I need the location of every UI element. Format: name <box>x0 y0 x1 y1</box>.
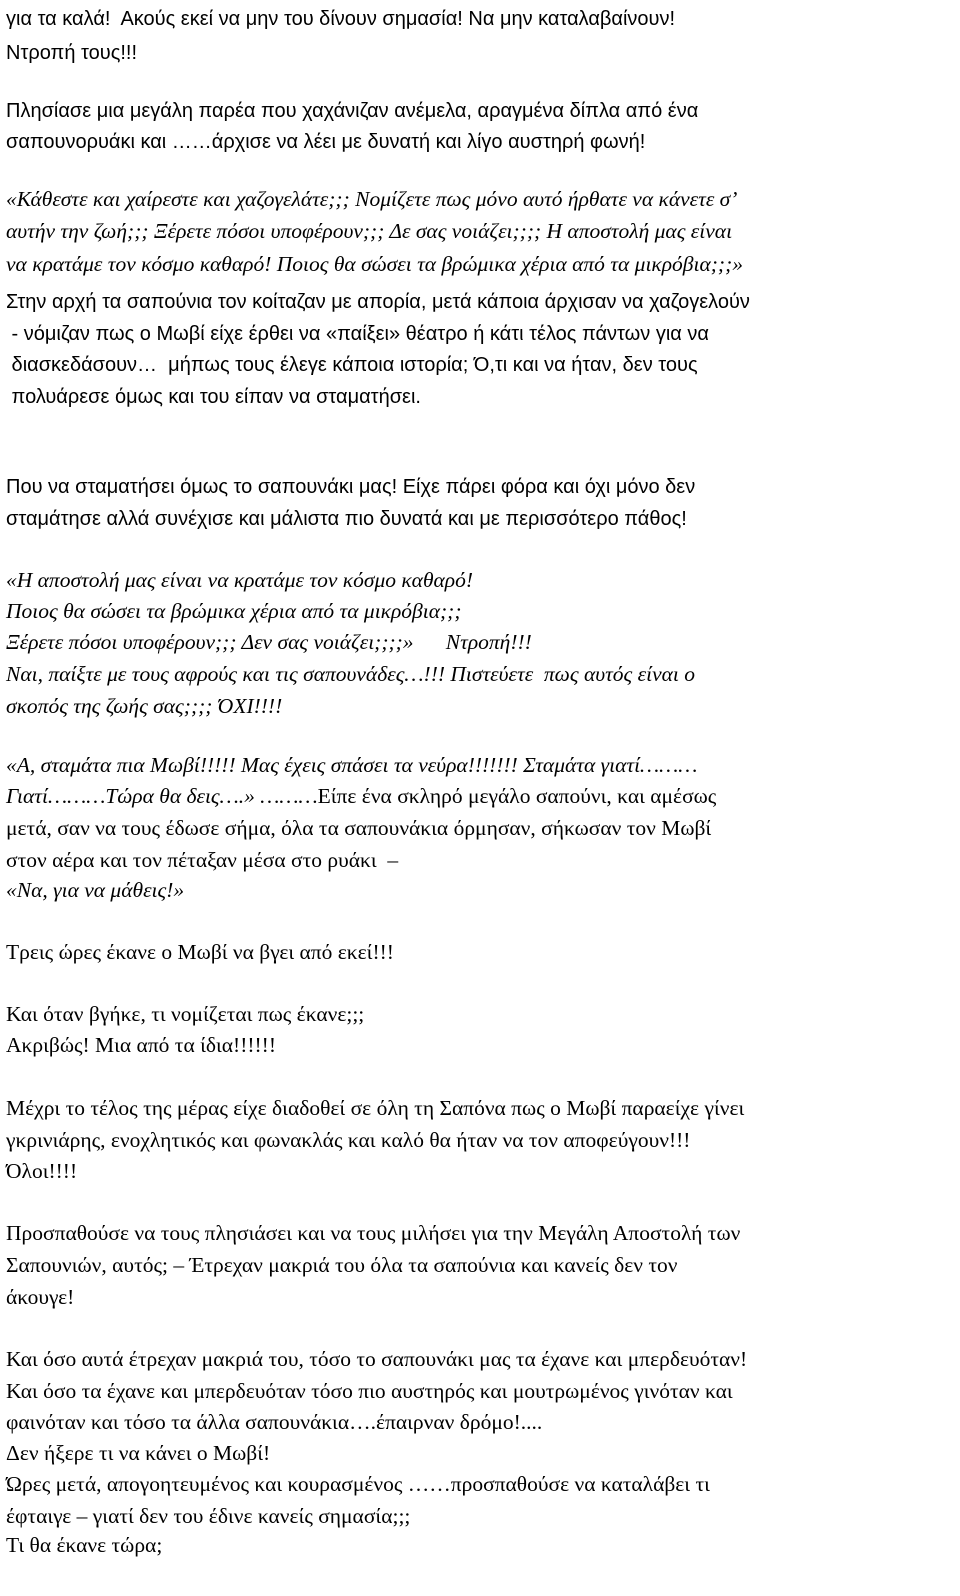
text-line <box>6 692 282 720</box>
text-segment: Προσπαθούσε να τους πλησιάσει και να τους μιλήσει για την Μεγάλη Αποστολή των <box>6 1221 741 1245</box>
text-segment: Και όσο τα έχανε και μπερδευόταν τόσο πιο αυστηρός και μουτρωμένος γινόταν και <box>6 1379 733 1403</box>
text-line <box>6 846 398 874</box>
text-segment: στον αέρα και τον πέταξαν μέσα στο ρυάκι – <box>6 848 399 872</box>
text-line <box>6 1531 162 1559</box>
text-line <box>6 504 687 533</box>
text-line <box>6 127 645 156</box>
text-line <box>6 1031 276 1059</box>
text-segment: - νόμιζαν πως ο Μωβί είχε έρθει να «παίξει» θέατρο ή κάτι τέλος πάντων για να <box>6 323 709 345</box>
text-line <box>6 287 750 316</box>
text-segment: Μέχρι το τέλος της μέρας είχε διαδοθεί σε όλη τη Σαπόνα πως ο Μωβί παραείχε γίνει <box>6 1096 745 1120</box>
text-segment: φαινόταν και τόσο τα άλλα σαπουνάκια….έπαιρναν δρόμο!.... <box>6 1410 543 1434</box>
text-segment: Τι θα έκανε τώρα; <box>6 1533 163 1557</box>
text-line <box>6 660 695 688</box>
text-line <box>6 1439 270 1467</box>
text-segment: Ποιος θα σώσει τα βρώμικα χέρια από τα μικρόβια;;; <box>6 599 462 623</box>
text-segment: σαπουνορυάκι και ……άρχισε να λέει με δυνατή και λίγο αυστηρή φωνή! <box>6 131 646 153</box>
text-line <box>6 1470 710 1498</box>
text-line <box>6 1126 690 1154</box>
text-line <box>6 1377 733 1405</box>
text-segment: Ώρες μετά, απογοητευμένος και κουρασμένος ……προσπαθούσε να καταλάβει τι <box>6 1472 710 1496</box>
text-line <box>6 1345 747 1373</box>
text-segment: «Α, σταμάτα πια Μωβί!!!!! Μας έχεις σπάσει τα νεύρα!!!!!!! Σταμάτα γιατί……… <box>6 753 698 777</box>
text-segment: σταμάτησε αλλά συνέχισε και μάλιστα πιο δυνατά και με περισσότερο πάθος! <box>6 508 687 530</box>
text-line <box>6 4 675 33</box>
text-segment: πολυάρεσε όμως και του είπαν να σταματήσει. <box>6 386 421 408</box>
text-line <box>6 1000 364 1028</box>
text-segment: «Η αποστολή μας είναι να κρατάμε τον κόσμο καθαρό! <box>6 568 474 592</box>
text-segment: Δεν ήξερε τι να κάνει ο Μωβί! <box>6 1441 271 1465</box>
text-line <box>6 96 698 125</box>
text-line <box>6 597 462 625</box>
text-segment: Και όταν βγήκε, τι νομίζεται πως έκανε;;; <box>6 1002 365 1026</box>
text-segment: Ακριβώς! Μια από τα ίδια!!!!!! <box>6 1033 276 1057</box>
text-line <box>6 319 709 348</box>
text-segment: Είπε ένα σκληρό μεγάλο σαπούνι, και αμέσως <box>317 784 717 808</box>
text-segment: αυτήν την ζωή;;; Ξέρετε πόσοι υποφέρουν;;; Δε σας νοιάζει;;;; Η αποστολή μας είναι <box>6 219 733 243</box>
text-line <box>6 1157 77 1185</box>
text-segment: σκοπός της ζωής σας;;;; ΌΧΙ!!!! <box>6 694 283 718</box>
text-line <box>6 1251 678 1279</box>
text-segment: έφταιγε – γιατί δεν του έδινε κανείς σημασία;;; <box>6 1504 411 1528</box>
text-line <box>6 472 695 501</box>
text-line <box>6 1094 744 1122</box>
text-segment: Γιατί………Τώρα θα δεις….» ……… <box>6 784 318 808</box>
text-segment: Στην αρχή τα σαπούνια τον κοίταζαν με απορία, μετά κάποια άρχισαν να χαζογελούν <box>6 291 750 313</box>
text-segment: Όλοι!!!! <box>6 1159 78 1183</box>
text-line <box>6 876 184 904</box>
text-segment: Και όσο αυτά έτρεχαν μακριά του, τόσο το σαπουνάκι μας τα έχανε και μπερδευόταν! <box>6 1347 748 1371</box>
text-segment: Πλησίασε μια μεγάλη παρέα που χαχάνιζαν ανέμελα, αραγμένα δίπλα από ένα <box>6 100 699 122</box>
text-line <box>6 382 421 411</box>
text-segment: Ναι, παίξτε με τους αφρούς και τις σαπουνάδες…!!! Πιστεύετε πως αυτός είναι ο <box>6 662 696 686</box>
text-line <box>6 1283 74 1311</box>
text-line <box>6 628 532 656</box>
text-line <box>6 38 137 67</box>
text-line <box>6 185 737 213</box>
text-line <box>6 566 473 594</box>
text-segment: μετά, σαν να τους έδωσε σήμα, όλα τα σαπουνάκια όρμησαν, σήκωσαν τον Μωβί <box>6 816 712 840</box>
text-segment: «Να, για να μάθεις!» <box>6 878 185 902</box>
text-line <box>6 250 743 278</box>
text-line <box>6 814 711 842</box>
text-line <box>6 350 698 379</box>
text-line <box>6 751 697 779</box>
text-line <box>6 782 716 810</box>
text-line <box>6 938 394 966</box>
text-segment: Ντροπή τους!!! <box>6 42 138 64</box>
text-line <box>6 1219 740 1247</box>
text-segment: γκρινιάρης, ενοχλητικός και φωνακλάς και καλό θα ήταν να τον αποφεύγουν!!! <box>6 1128 691 1152</box>
text-segment: διασκεδάσουν… μήπως τους έλεγε κάποια ιστορία; Ό,τι και να ήταν, δεν τους <box>6 354 698 376</box>
text-segment: Σαπουνιών, αυτός; – Έτρεχαν μακριά του όλα τα σαπούνια και κανείς δεν τον <box>6 1253 678 1277</box>
text-segment: Τρεις ώρες έκανε ο Μωβί να βγει από εκεί!!! <box>6 940 394 964</box>
text-segment: να κρατάμε τον κόσμο καθαρό! Ποιος θα σώσει τα βρώμικα χέρια από τα μικρόβια;;;» <box>6 252 744 276</box>
text-segment: Που να σταματήσει όμως το σαπουνάκι μας! Είχε πάρει φόρα και όχι μόνο δεν <box>6 476 696 498</box>
text-line <box>6 1408 542 1436</box>
text-segment: Ξέρετε πόσοι υποφέρουν;;; Δεν σας νοιάζει;;;;» Ντροπή!!! <box>6 630 532 654</box>
text-segment: άκουγε! <box>6 1285 75 1309</box>
text-segment: για τα καλά! Ακούς εκεί να μην του δίνουν σημασία! Να μην καταλαβαίνουν! <box>6 8 676 30</box>
text-line <box>6 217 732 245</box>
text-line <box>6 1502 410 1530</box>
text-segment: «Κάθεστε και χαίρεστε και χαζογελάτε;;; Νομίζετε πως μόνο αυτό ήρθατε να κάνετε σ’ <box>6 187 738 211</box>
